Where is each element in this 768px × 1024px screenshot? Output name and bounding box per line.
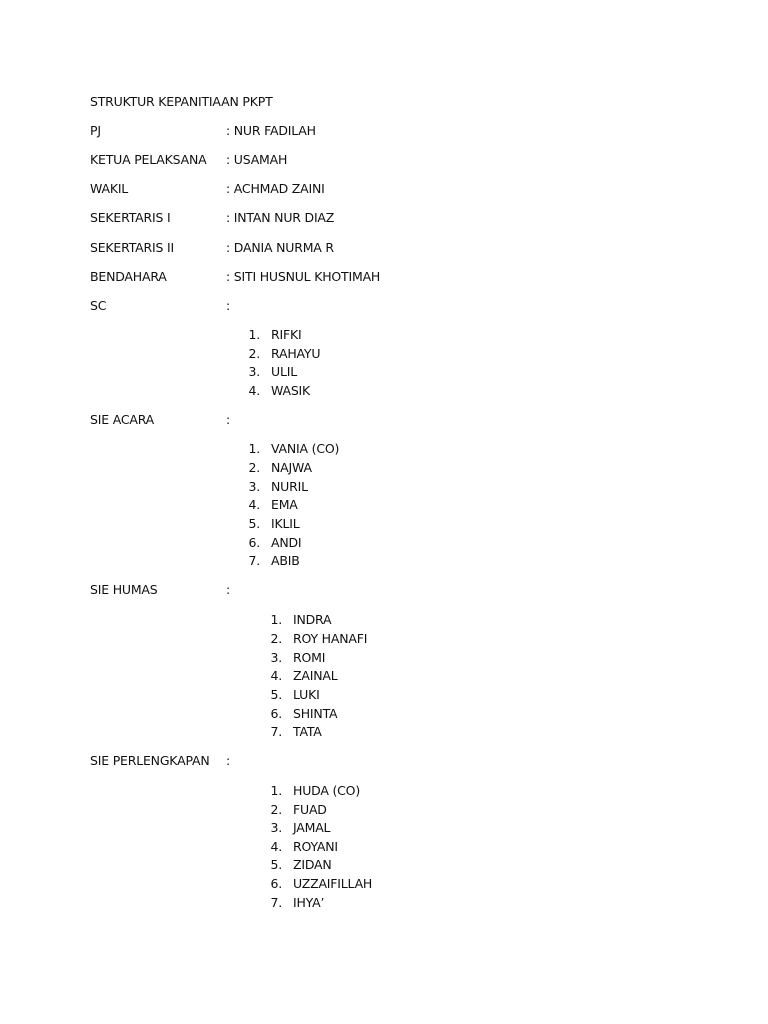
section-colon: : [226, 298, 231, 313]
list-item: ROMI [293, 650, 326, 665]
list-number: 2. [270, 631, 282, 646]
list-item: ZAINAL [293, 668, 338, 683]
role-label: SEKERTARIS II [90, 240, 174, 255]
section-label: SIE PERLENGKAPAN [90, 753, 210, 768]
list-number: 1. [248, 327, 260, 342]
list-number: 6. [248, 535, 260, 550]
list-number: 2. [270, 802, 282, 817]
list-number: 1. [270, 612, 282, 627]
list-item: ZIDAN [293, 857, 332, 872]
role-label: BENDAHARA [90, 269, 167, 284]
list-number: 7. [270, 724, 282, 739]
list-number: 1. [248, 441, 260, 456]
role-value: : SITI HUSNUL KHOTIMAH [226, 269, 381, 284]
section-colon: : [226, 412, 231, 427]
role-value: : NUR FADILAH [226, 123, 316, 138]
list-number: 3. [270, 650, 282, 665]
role-value: : INTAN NUR DIAZ [226, 210, 335, 225]
list-item: IHYA’ [293, 895, 325, 910]
section-colon: : [226, 582, 231, 597]
list-item: INDRA [293, 612, 332, 627]
list-number: 3. [270, 820, 282, 835]
list-number: 2. [248, 346, 260, 361]
list-item: SHINTA [293, 706, 338, 721]
list-number: 4. [248, 497, 260, 512]
section-colon: : [226, 753, 231, 768]
list-number: 1. [270, 783, 282, 798]
list-item: UZZAIFILLAH [293, 876, 373, 891]
document-title: STRUKTUR KEPANITIAAN PKPT [90, 94, 273, 109]
list-item: ROYANI [293, 839, 338, 854]
list-item: EMA [271, 497, 298, 512]
section-label: SIE HUMAS [90, 582, 158, 597]
list-item: TATA [293, 724, 322, 739]
list-number: 6. [270, 876, 282, 891]
role-label: KETUA PELAKSANA [90, 152, 207, 167]
list-item: LUKI [293, 687, 320, 702]
list-item: WASIK [271, 383, 311, 398]
list-item: NAJWA [271, 460, 312, 475]
list-item: NURIL [271, 479, 308, 494]
list-number: 5. [270, 857, 282, 872]
list-number: 7. [248, 553, 260, 568]
list-item: FUAD [293, 802, 327, 817]
list-item: RAHAYU [271, 346, 321, 361]
list-item: HUDA (CO) [293, 783, 360, 798]
list-number: 6. [270, 706, 282, 721]
list-item: ULIL [271, 364, 297, 379]
list-number: 3. [248, 479, 260, 494]
role-value: : DANIA NURMA R [226, 240, 334, 255]
list-number: 4. [248, 383, 260, 398]
list-item: VANIA (CO) [271, 441, 340, 456]
list-number: 4. [270, 668, 282, 683]
list-item: JAMAL [293, 820, 331, 835]
list-number: 4. [270, 839, 282, 854]
list-item: ROY HANAFI [293, 631, 368, 646]
list-number: 2. [248, 460, 260, 475]
list-number: 7. [270, 895, 282, 910]
role-label: PJ [90, 123, 101, 138]
role-label: SEKERTARIS I [90, 210, 171, 225]
list-item: ABIB [271, 553, 300, 568]
list-item: RIFKI [271, 327, 302, 342]
list-item: IKLIL [271, 516, 300, 531]
role-value: : ACHMAD ZAINI [226, 181, 325, 196]
role-label: WAKIL [90, 181, 129, 196]
list-number: 5. [270, 687, 282, 702]
list-number: 5. [248, 516, 260, 531]
list-number: 3. [248, 364, 260, 379]
role-value: : USAMAH [226, 152, 288, 167]
section-label: SIE ACARA [90, 412, 155, 427]
list-item: ANDI [271, 535, 302, 550]
section-label: SC [90, 298, 107, 313]
